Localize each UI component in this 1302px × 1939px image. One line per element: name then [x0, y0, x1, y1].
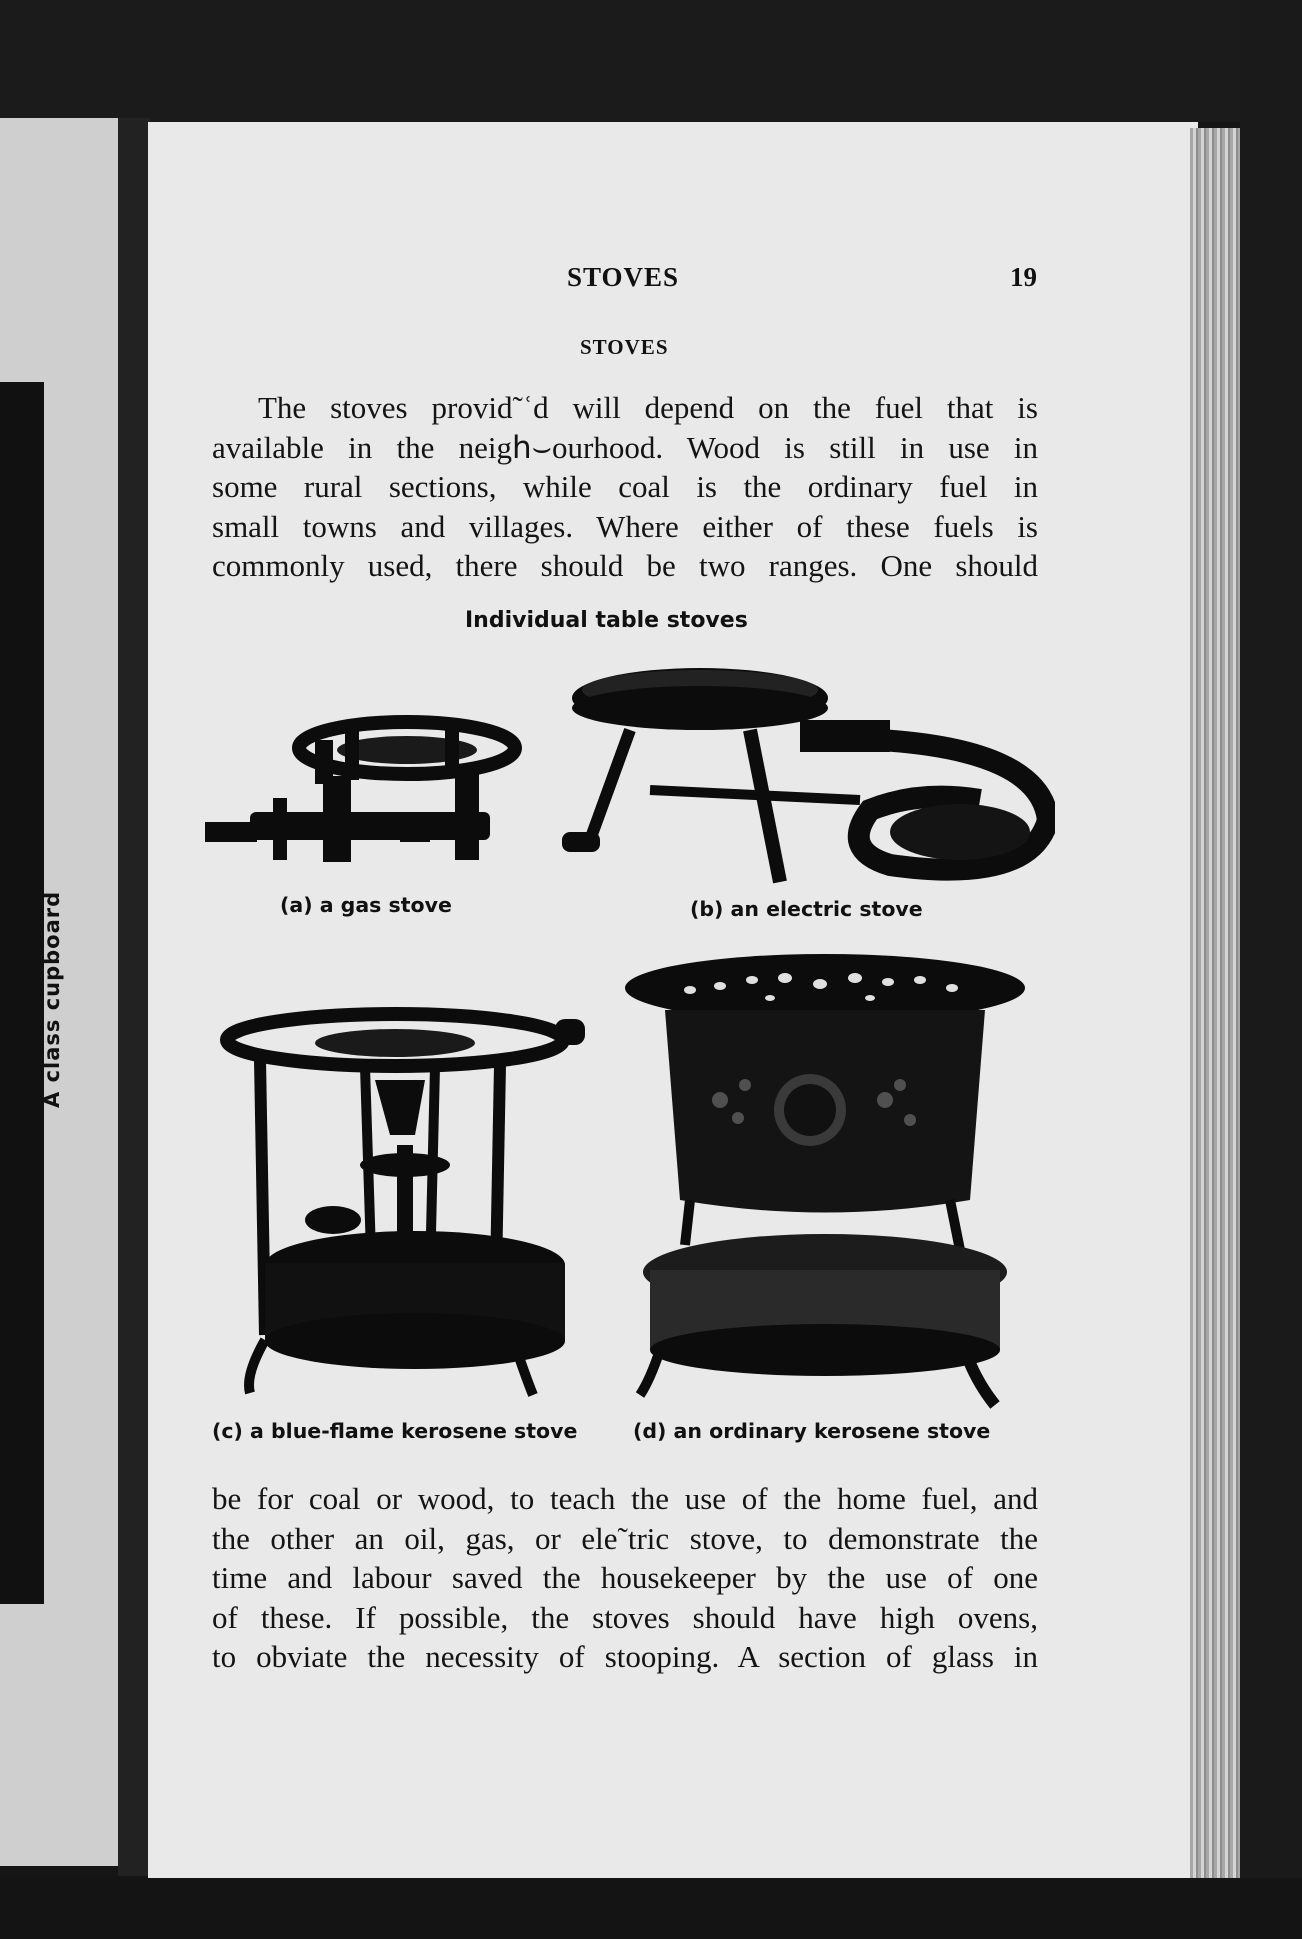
page-edges: [1190, 128, 1240, 1888]
caption-electric-stove: (b) an electric stove: [690, 897, 923, 921]
text-line: commonly used, there should be two ranges. One should: [212, 548, 1038, 583]
ordinary-kerosene-stove-illustration: [620, 950, 1030, 1415]
paragraph-1: [212, 388, 1038, 586]
text-line: the other an oil, gas, or ele˜tric stove, to demonstrate the: [212, 1520, 1038, 1556]
blue-flame-kerosene-stove-illustration: [215, 995, 595, 1410]
scan-background-top: [0, 0, 1302, 122]
text-line: The stoves provid˜ʿd will depend on the fuel that is: [258, 390, 1038, 425]
text-line: of these. If possible, the stoves should have high ovens,: [212, 1599, 1038, 1635]
gas-stove-illustration: [195, 710, 550, 870]
text-line: some rural sections, while coal is the ordinary fuel in: [212, 469, 1038, 504]
text-line: to obviate the necessity of stooping. A section of glass in: [212, 1639, 1038, 1674]
facing-page-plate: [0, 382, 44, 1604]
text-line: time and labour saved the housekeeper by the use of one: [212, 1560, 1038, 1595]
text-line: available in the neigհ⌣ourhood. Wood is still in use in: [212, 429, 1038, 465]
caption-ordinary-kerosene-stove: (d) an ordinary kerosene stove: [633, 1419, 991, 1443]
caption-blue-flame-kerosene-stove: (c) a blue-flame kerosene stove: [212, 1419, 578, 1443]
text-line: be for coal or wood, to teach the use of the home fuel, and: [212, 1481, 1038, 1516]
paragraph-2: [212, 1479, 1038, 1677]
text-line: small towns and villages. Where either of these fuels is: [212, 508, 1038, 544]
scan-background-bottom: [0, 1878, 1302, 1939]
page-number: 19: [1010, 262, 1037, 292]
electric-stove-illustration: [560, 660, 1055, 890]
book-spine: [118, 118, 150, 1876]
scan-background-right: [1240, 0, 1302, 1939]
running-title: STOVES: [567, 262, 680, 292]
caption-gas-stove: (a) a gas stove: [280, 893, 452, 917]
section-title: STOVES: [580, 335, 669, 359]
figure-title: Individual table stoves: [465, 608, 748, 633]
side-label: A class cupboard: [40, 890, 64, 1108]
